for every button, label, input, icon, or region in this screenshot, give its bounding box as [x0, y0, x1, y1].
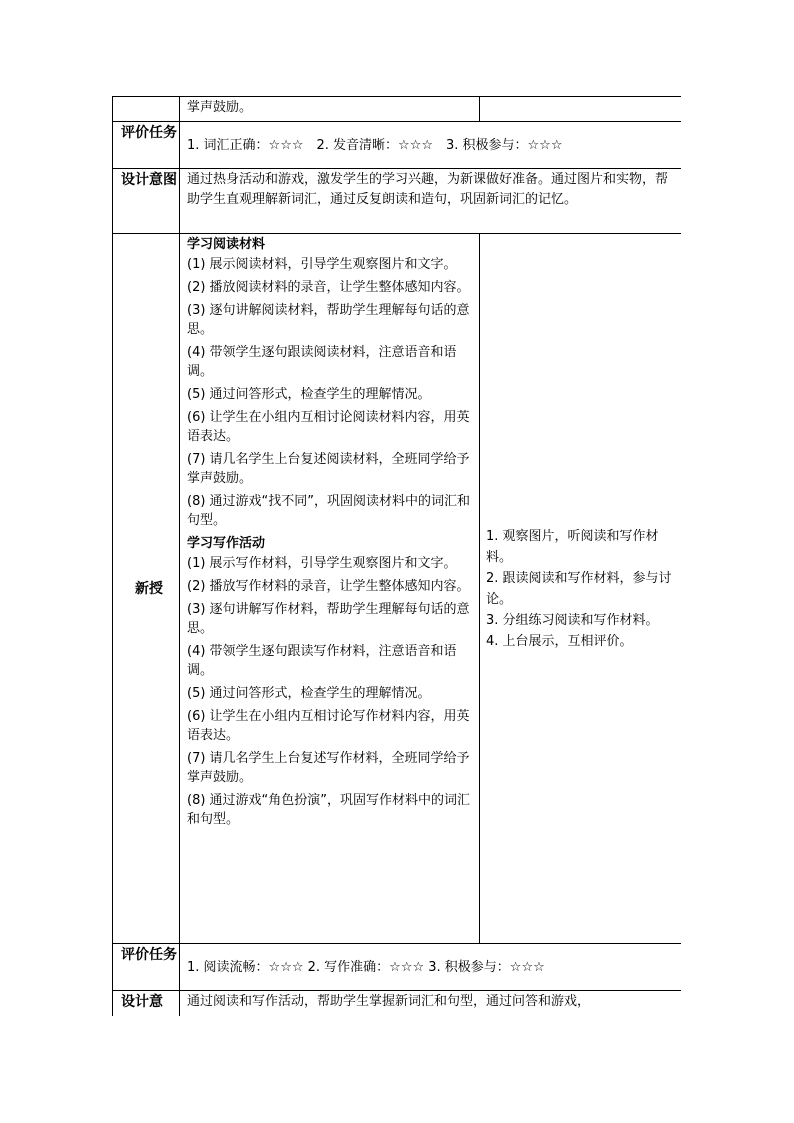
- reading-step: (7) 请几名学生上台复述阅读材料，全班同学给予掌声鼓励。: [187, 452, 470, 486]
- eval-task-label: 评价任务: [121, 125, 177, 141]
- reading-step: (4) 带领学生逐句跟读阅读材料，注意语音和语调。: [187, 345, 457, 379]
- eval-task-2-label: 评价任务: [121, 947, 177, 963]
- row1-label-cell: [113, 97, 180, 122]
- writing-step: (8) 通过游戏“角色扮演”，巩固写作材料中的词汇和句型。: [187, 793, 471, 827]
- reading-section-title: 学习阅读材料: [187, 237, 266, 252]
- writing-step: (4) 带领学生逐句跟读写作材料，注意语音和语调。: [187, 644, 457, 678]
- lesson-plan-page: [112, 96, 681, 1016]
- writing-step: (5) 通过问答形式，检查学生的理解情况。: [187, 686, 431, 701]
- design-intent-text: 通过热身活动和游戏，激发学生的学习兴趣，为新课做好准备。通过图片和实物，帮助学生直观理解新词汇，通过反复朗读和造句，巩固新词汇的记忆。: [187, 172, 669, 207]
- lesson-plan-table: [112, 96, 681, 1016]
- writing-step: (3) 逐句讲解写作材料，帮助学生理解每句话的意思。: [187, 602, 470, 636]
- design-intent-content-cell: [180, 169, 681, 234]
- writing-step: (7) 请几名学生上台复述写作材料，全班同学给予掌声鼓励。: [187, 751, 470, 785]
- design-intent-2-label-cell: [113, 991, 180, 1016]
- design-intent-2-label: 设计意: [121, 994, 163, 1010]
- row1-content-cell: [180, 97, 480, 122]
- row1-right-cell: [480, 97, 681, 122]
- design-intent-label: 设计意图: [121, 172, 177, 188]
- writing-step: (6) 让学生在小组内互相讨论写作材料内容，用英语表达。: [187, 709, 470, 743]
- student-activity-item: 4. 上台展示，互相评价。: [486, 633, 633, 649]
- writing-step: (2) 播放写作材料的录音，让学生整体感知内容。: [187, 579, 470, 594]
- design-intent-2-content-cell: [180, 991, 681, 1016]
- eval-task-2-label-cell: [113, 944, 180, 991]
- reading-step: (1) 展示阅读材料，引导学生观察图片和文字。: [187, 257, 457, 272]
- design-intent-2-text: 通过阅读和写作活动，帮助学生掌握新词汇和句型，通过问答和游戏，: [187, 994, 591, 1009]
- eval-task-text: 1. 词汇正确：☆☆☆ 2. 发音清晰：☆☆☆ 3. 积极参与：☆☆☆: [187, 137, 563, 153]
- reading-step: (3) 逐句讲解阅读材料，帮助学生理解每句话的意思。: [187, 303, 470, 337]
- student-activity-item: 3. 分组练习阅读和写作材料。: [486, 612, 659, 628]
- student-activities-cell: [480, 234, 681, 944]
- reading-step: (5) 通过问答形式，检查学生的理解情况。: [187, 387, 431, 402]
- teacher-activities-cell: [180, 234, 480, 944]
- student-activity-item: 1. 观察图片，听阅读和写作材料。: [486, 528, 659, 565]
- writing-section-title: 学习写作活动: [187, 536, 266, 551]
- new-lesson-label: 新授: [135, 581, 163, 597]
- reading-step: (8) 通过游戏“找不同”，巩固阅读材料中的词汇和句型。: [187, 494, 471, 528]
- eval-task-content-cell: [180, 122, 681, 169]
- eval-task-2-content-cell: [180, 944, 681, 991]
- reading-step: (2) 播放阅读材料的录音，让学生整体感知内容。: [187, 280, 470, 295]
- reading-step: (6) 让学生在小组内互相讨论阅读材料内容，用英语表达。: [187, 410, 470, 444]
- row1-text: 掌声鼓励。: [187, 100, 253, 115]
- eval-task-label-cell: [113, 122, 180, 169]
- student-activities-list: [486, 526, 676, 652]
- eval-task-2-text: 1. 阅读流畅：☆☆☆ 2. 写作准确：☆☆☆ 3. 积极参与：☆☆☆: [187, 959, 545, 975]
- student-activity-item: 2. 跟读阅读和写作材料，参与讨论。: [486, 570, 672, 607]
- design-intent-label-cell: [113, 169, 180, 234]
- new-lesson-label-cell: [113, 234, 180, 944]
- writing-step: (1) 展示写作材料，引导学生观察图片和文字。: [187, 556, 457, 571]
